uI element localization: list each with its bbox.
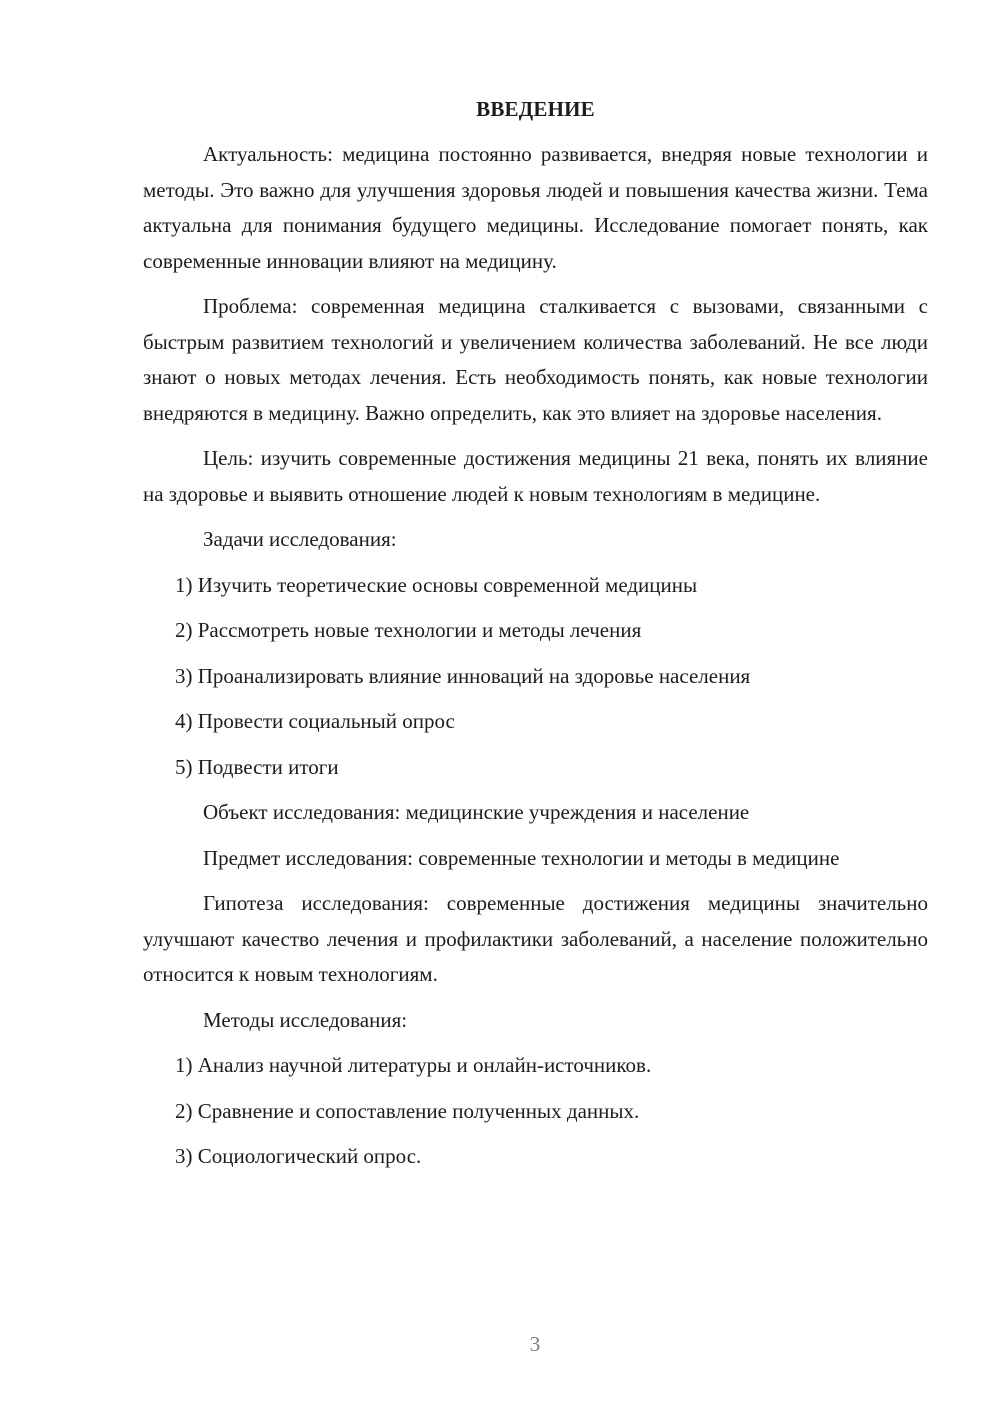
page-title: ВВЕДЕНИЕ	[476, 97, 595, 121]
document-page	[143, 92, 928, 1185]
goal-paragraph: Цель: изучить современные достижения медицины 21 века, понять их влияние на здоровье и выявить отношение людей к новым технологиям в медицине.	[143, 446, 928, 506]
page-number: 3	[529, 1332, 541, 1356]
task-item-5: 5) Подвести итоги	[175, 754, 339, 779]
object-line: Объект исследования: медицинские учреждения и население	[203, 800, 750, 824]
hypothesis-paragraph: Гипотеза исследования: современные достижения медицины значительно улучшают качество лечения и профилактики заболеваний, а население положительно относится к новым технологиям.	[143, 891, 928, 986]
task-item-1: 1) Изучить теоретические основы современной медицины	[175, 572, 698, 597]
relevance-paragraph: Актуальность: медицина постоянно развивается, внедряя новые технологии и методы. Это важно для улучшения здоровья людей и повышения качества жизни. Тема актуальна для понимания будущего медицины. Исследование помогает понять, как современные инновации влияют на медицину.	[143, 142, 928, 273]
task-item-4: 4) Провести социальный опрос	[175, 709, 455, 733]
method-item-2: 2) Сравнение и сопоставление полученных данных.	[175, 1098, 640, 1123]
subject-paragraph: Предмет исследования: современные технологии и методы в медицине	[203, 845, 840, 870]
task-item-2: 2) Рассмотреть новые технологии и методы лечения	[175, 618, 642, 642]
task-item-3: 3) Проанализировать влияние инноваций на здоровье населения	[175, 663, 751, 688]
method-item-3: 3) Социологический опрос.	[175, 1144, 422, 1168]
tasks-heading: Задачи исследования:	[203, 527, 397, 551]
problem-paragraph: Проблема: современная медицина сталкивается с вызовами, связанными с быстрым развитием технологий и увеличением количества заболеваний. Не все люди знают о новых методах лечения. Есть необходимость понять, как новые технологии внедряются в медицину. Важно определить, как это влияет на здоровье населения.	[143, 294, 928, 425]
method-item-1: 1) Анализ научной литературы и онлайн-источников.	[175, 1053, 652, 1077]
methods-heading: Методы исследования:	[203, 1007, 408, 1032]
